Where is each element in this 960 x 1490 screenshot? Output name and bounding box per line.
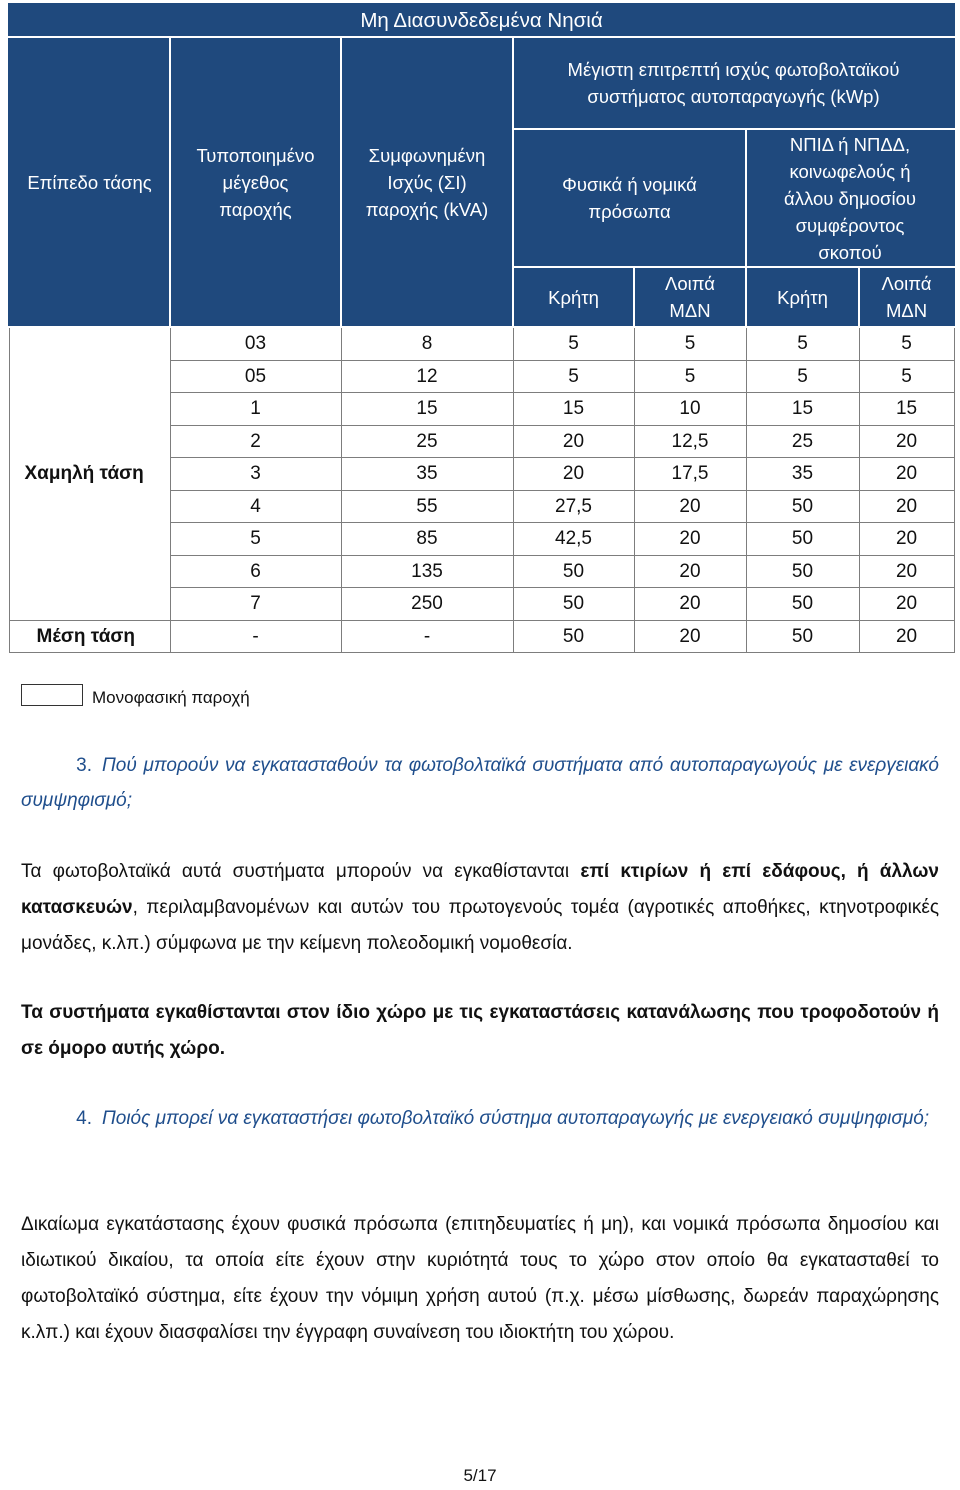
- page-number: 5/17: [463, 1466, 497, 1485]
- cell-crete-public: 15: [746, 393, 859, 426]
- cell-size: 5: [170, 523, 341, 556]
- cell-other-public: 20: [859, 588, 954, 621]
- cell-other: 20: [634, 620, 746, 653]
- cell-crete: 20: [513, 458, 634, 491]
- max-power-table: [8, 3, 955, 653]
- cell-other: 20: [634, 555, 746, 588]
- cell-other-public: 20: [859, 458, 954, 491]
- cell-other-public: 20: [859, 620, 954, 653]
- cell-other: 17,5: [634, 458, 746, 491]
- header-natural-legal: Φυσικά ή νομικά πρόσωπα: [513, 129, 746, 267]
- header-public-entities: ΝΠΙΔ ή ΝΠΔΔ, κοινωφελούς ή άλλου δημοσίου συμφέροντος σκοπού: [746, 129, 954, 267]
- table-caption: Μη Διασυνδεδεμένα Νησιά: [9, 4, 954, 37]
- cell-power: 85: [341, 523, 513, 556]
- header-max-power: Μέγιστη επιτρεπτή ισχύς φωτοβολταϊκού συστήματος αυτοπαραγωγής (kWp): [513, 37, 954, 129]
- cell-crete: 50: [513, 555, 634, 588]
- cell-size: 05: [170, 360, 341, 393]
- header-crete-2: Κρήτη: [746, 267, 859, 327]
- cell-crete-public: 50: [746, 588, 859, 621]
- cell-other-public: 15: [859, 393, 954, 426]
- paragraph-installation-locations: [21, 854, 939, 962]
- cell-crete-public: 50: [746, 555, 859, 588]
- cell-crete-public: 5: [746, 360, 859, 393]
- paragraph-1-part-c: , περιλαμβανομένων και αυτών του πρωτογενούς τομέα (αγροτικές αποθήκες, κτηνοτροφικές μονάδες, κ.λπ.) σύμφωνα με την κείμενη πολεοδομική νομοθεσία.: [21, 897, 939, 954]
- cell-other: 20: [634, 588, 746, 621]
- cell-other-public: 5: [859, 360, 954, 393]
- cell-crete: 50: [513, 620, 634, 653]
- cell-crete-public: 25: [746, 425, 859, 458]
- cell-power: 12: [341, 360, 513, 393]
- header-other-ni-2: Λοιπά ΜΔΝ: [859, 267, 954, 327]
- cell-other: 10: [634, 393, 746, 426]
- medium-voltage-label: Μέση τάση: [9, 620, 170, 653]
- paragraph-1-bold: επί κτιρίων ή επί εδάφους, ή άλλων κατασκευών: [21, 861, 939, 918]
- cell-size: 4: [170, 490, 341, 523]
- paragraph-same-site: Τα συστήματα εγκαθίστανται στον ίδιο χώρο με τις εγκαταστάσεις κατανάλωσης που τροφοδοτούν ή σε όμορο αυτής χώρο.: [21, 1002, 939, 1059]
- cell-other-public: 20: [859, 555, 954, 588]
- paragraph-1-part-a: Τα φωτοβολταϊκά αυτά συστήματα μπορούν να εγκαθίστανται: [21, 861, 581, 882]
- cell-crete: 50: [513, 588, 634, 621]
- question-4-text: Ποιός μπορεί να εγκαταστήσει φωτοβολταϊκό σύστημα αυτοπαραγωγής με ενεργειακό συμψηφισμό;: [102, 1108, 930, 1129]
- legend-swatch: [21, 684, 83, 706]
- table-row-medium-voltage: [9, 620, 954, 653]
- cell-crete-public: 5: [746, 327, 859, 360]
- cell-other: 5: [634, 360, 746, 393]
- cell-crete: 27,5: [513, 490, 634, 523]
- low-voltage-label: Χαμηλή τάση: [9, 327, 170, 620]
- cell-crete: 42,5: [513, 523, 634, 556]
- cell-crete-public: 35: [746, 458, 859, 491]
- question-3-text: Πού μπορούν να εγκατασταθούν τα φωτοβολταϊκά συστήματα από αυτοπαραγωγούς με ενεργειακό συμψηφισμό;: [21, 755, 939, 811]
- cell-other: 20: [634, 490, 746, 523]
- cell-size: 03: [170, 327, 341, 360]
- header-standard-size: Τυποποιημένο μέγεθος παροχής: [170, 37, 341, 327]
- table-row: [9, 327, 954, 360]
- cell-power: 250: [341, 588, 513, 621]
- question-4: [21, 1101, 939, 1136]
- cell-size: 3: [170, 458, 341, 491]
- cell-other-public: 20: [859, 425, 954, 458]
- cell-power: 55: [341, 490, 513, 523]
- cell-size: 2: [170, 425, 341, 458]
- header-other-ni-1: Λοιπά ΜΔΝ: [634, 267, 746, 327]
- cell-other: 12,5: [634, 425, 746, 458]
- cell-power: -: [341, 620, 513, 653]
- cell-power: 8: [341, 327, 513, 360]
- cell-crete-public: 50: [746, 523, 859, 556]
- cell-power: 25: [341, 425, 513, 458]
- cell-size: 6: [170, 555, 341, 588]
- cell-size: 7: [170, 588, 341, 621]
- cell-crete-public: 50: [746, 490, 859, 523]
- cell-other-public: 5: [859, 327, 954, 360]
- cell-other: 20: [634, 523, 746, 556]
- cell-other-public: 20: [859, 490, 954, 523]
- header-voltage-level: Επίπεδο τάσης: [9, 37, 170, 327]
- cell-crete: 15: [513, 393, 634, 426]
- header-crete-1: Κρήτη: [513, 267, 634, 327]
- question-4-number: 4.: [76, 1108, 92, 1129]
- cell-other: 5: [634, 327, 746, 360]
- cell-crete: 5: [513, 360, 634, 393]
- cell-power: 15: [341, 393, 513, 426]
- cell-other-public: 20: [859, 523, 954, 556]
- cell-power: 35: [341, 458, 513, 491]
- cell-crete-public: 50: [746, 620, 859, 653]
- question-3-number: 3.: [76, 755, 92, 776]
- cell-size: -: [170, 620, 341, 653]
- legend-label: Μονοφασική παροχή: [92, 688, 250, 707]
- question-3: [21, 748, 939, 818]
- cell-crete: 20: [513, 425, 634, 458]
- header-agreed-power: Συμφωνημένη Ισχύς (ΣΙ) παροχής (kVA): [341, 37, 513, 327]
- cell-crete: 5: [513, 327, 634, 360]
- paragraph-eligibility: Δικαίωμα εγκατάστασης έχουν φυσικά πρόσωπα (επιτηδευματίες ή μη), και νομικά πρόσωπα δημοσίου και ιδιωτικού δικαίου, τα οποία είτε έχουν στην κυριότητά τους το χώρο στον οποίο θα εγκατασταθεί το φωτοβολταϊκό σύστημα, είτε έχουν την νόμιμη χρήση αυτού (π.χ. μέσω μίσθωσης, δωρεάν παραχώρησης κ.λπ.) και έχουν διασφαλίσει την έγγραφη συναίνεση του ιδιοκτήτη του χώρου.: [21, 1214, 939, 1343]
- cell-power: 135: [341, 555, 513, 588]
- cell-size: 1: [170, 393, 341, 426]
